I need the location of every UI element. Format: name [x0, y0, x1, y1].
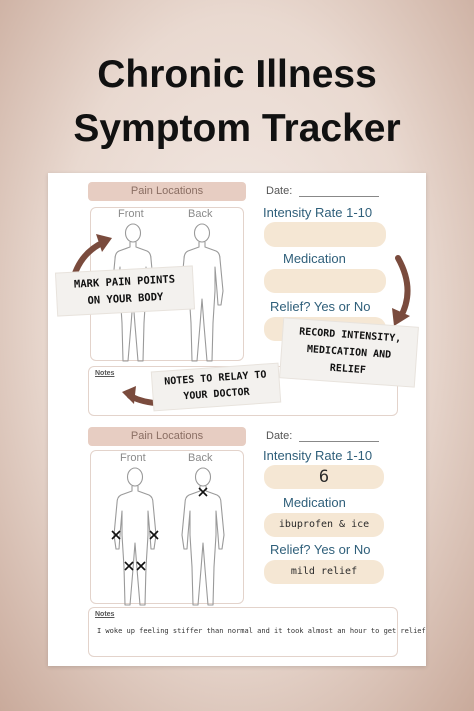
callout-record-line-2: MEDICATION AND — [306, 344, 392, 361]
date-label: Date: — [266, 185, 293, 197]
intensity-field-2[interactable]: 6 — [264, 465, 384, 489]
front-label: Front — [118, 208, 144, 220]
callout-pain-points — [56, 266, 194, 315]
pain-locations-header-2: Pain Locations — [88, 427, 246, 446]
front-label-2: Front — [120, 452, 146, 464]
curved-arrow-icon-2 — [398, 258, 408, 318]
notes-label-2: Notes — [95, 611, 115, 618]
pain-locations-header: Pain Locations — [88, 182, 246, 201]
callout-relay-line-1: NOTES TO RELAY TO — [163, 369, 267, 388]
intensity-label-2: Intensity Rate 1-10 — [263, 448, 373, 463]
body-back-outline-icon-2 — [182, 468, 224, 605]
relief-field-2[interactable]: mild relief — [264, 560, 384, 584]
pain-mark-x-icon — [112, 488, 207, 570]
callout-record-line-1: RECORD INTENSITY, — [298, 326, 402, 345]
intensity-label: Intensity Rate 1-10 — [263, 205, 373, 220]
callout-record-line-3: RELIEF — [329, 362, 367, 377]
back-label-2: Back — [188, 452, 213, 464]
callout-pain-points-line-2: ON YOUR BODY — [87, 291, 164, 307]
medication-field-2[interactable]: ibuprofen & ice — [264, 513, 384, 537]
notes-label: Notes — [95, 370, 115, 377]
relief-label-2: Relief? Yes or No — [270, 542, 371, 557]
body-front-outline-icon-2 — [114, 468, 156, 605]
title-line-1: Chronic Illness — [97, 53, 377, 96]
callout-pain-points-line-1: MARK PAIN POINTS — [73, 273, 176, 291]
callout-record — [280, 318, 418, 386]
medication-label-2: Medication — [283, 495, 346, 510]
notes-text-2: I woke up feeling stiffer than normal and it took almost an hour to get relief — [97, 627, 426, 635]
back-label: Back — [188, 208, 213, 220]
callout-relay-line-2: YOUR DOCTOR — [183, 386, 250, 403]
medication-label: Medication — [283, 251, 346, 266]
date-label-2: Date: — [266, 430, 293, 442]
title-line-2: Symptom Tracker — [73, 107, 401, 150]
relief-label: Relief? Yes or No — [270, 299, 371, 314]
